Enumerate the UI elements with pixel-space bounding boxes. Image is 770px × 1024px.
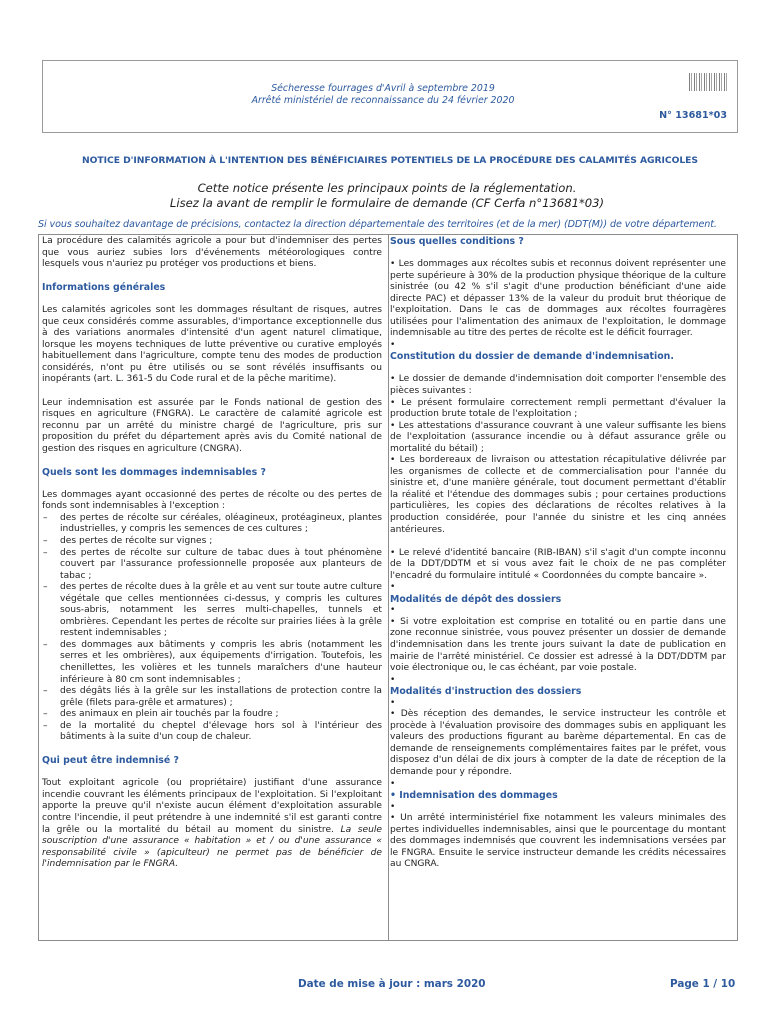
who-paragraph [42,778,382,870]
right-column [390,236,726,871]
left-column [42,236,382,871]
header-box [42,60,738,133]
dossier-paragraph-4: • Les bordereaux de livraison ou attestation récapitulative délivrée par les organismes de collecte et de commercialisation pour l'année du sinistre et, d'une manière générale, tout document permettant d'établir la réalité et l'étendue des dommages subis ; pour certaines productions particulières, les copies des déclarations de récoltes relatives à la production considérée, pour l'année du sinistre et les cinq années antérieures. [390,455,726,535]
dossier-paragraph-5: • Le relevé d'identité bancaire (RIB-IBAN) s'il s'agit d'un compte inconnu de la DDT/DDTM et si vous avez fait le choix de ne pas compléter l'encadré du formulaire intitulé « Coordonnées du compte bancaire ». [390,547,726,581]
footer-update-date: Date de mise à jour : mars 2020 [298,978,486,990]
who-text: Tout exploitant agricole (ou propriétaire) justifiant d'une assurance incendie couvrant les éléments principaux de l'exploitation. Si l'exploitant apporte la preuve qu'il n'existe aucun élément d'exploitation assurable contre l'incendie, il peut prétendre à une indemnité s'il est garanti contre la grêle ou la mortalité du bétail au moment du sinistre. [42,778,382,835]
bullet-marker: • [390,801,396,812]
intro-line1: Cette notice présente les principaux points de la réglementation. [197,181,577,195]
list-item: – des dommages aux bâtiments y compris les abris (notamment les serres et les ombrières), aux équipements d'irrigation. Toutefois, les chenillettes, les volières et les tunnels maraîchers d'une hauteur inférieure à 80 cm sont indemnisables ; [42,640,382,686]
intro [42,181,732,210]
heading-conditions: Sous quelles conditions ? [390,236,524,247]
column-divider [388,234,389,941]
list-item: – des pertes de récolte sur vignes ; [42,536,382,548]
heading-general-info: Informations générales [42,282,166,294]
list-item: – des pertes de récolte sur culture de tabac dues à tout phénomène couvert par l'assurance professionnelle proposée aux planteurs de tabac ; [42,548,382,583]
heading-dossier: Constitution du dossier de demande d'indemnisation. [390,351,674,363]
heading-instruction: Modalités d'instruction des dossiers [390,686,582,698]
notice-title: NOTICE D'INFORMATION À L'INTENTION DES BÉNÉFICIAIRES POTENTIELS DE LA PROCÉDURE DES CALAMITÉS AGRICOLES [82,155,698,166]
bullet-marker: • [390,697,396,708]
heading-who: Qui peut être indemnisé ? [42,755,179,767]
barcode-icon [689,73,727,91]
heading-depot: Modalités de dépôt des dossiers [390,593,562,605]
who-text-italic: La seule souscription d'une assurance « habitation » et / ou d'une assurance « responsabilité civile » (apiculteur) ne permet pas de bénéficier de l'indemnisation par le FNGRA. [42,824,382,870]
indemnisation-paragraph: • Un arrêté interministériel fixe notamment les valeurs minimales des pertes individuelles indemnisables, ainsi que le pourcentage du montant des dommages indemnisés que couvrent les indemnisations versées par le FNGRA. Ensuite le service instructeur demande les crédits nécessaires au CNGRA. [390,813,726,870]
general-paragraph-1: Les calamités agricoles sont les dommages résultant de risques, autres que ceux considérés comme assurables, d'importance exceptionnelle dus à des variations anormales d'intensité d'un agent naturel climatique, lorsque les moyens techniques de lutte préventive ou curative employés habituellement dans l'agriculture, compte tenu des modes de production considérés, n'ont pu être utilisés ou se sont révélés insuffisants ou inopérants (art. L. 361-5 du Code rural et de la pêche maritime). [42,305,382,385]
dossier-paragraph-1: • Le dossier de demande d'indemnisation doit comporter l'ensemble des pièces suivantes : [390,374,726,397]
list-item: – des dégâts liés à la grêle sur les installations de protection contre la grêle (filets para-grêle et armatures) ; [42,686,382,709]
damage-list [42,513,382,744]
header-title [233,83,533,106]
bullet-marker: • [390,339,396,350]
general-paragraph-2: Leur indemnisation est assurée par le Fonds national de gestion des risques en agriculture (FNGRA). Le caractère de calamité agricole est reconnu par un arrêté du ministre chargé de l'agriculture, pris sur proposition du préfet du département après avis du Comité national de gestion des risques en agriculture (CNGRA). [42,397,382,454]
footer-page-number: Page 1 / 10 [670,978,736,990]
conditions-paragraph: • Les dommages aux récoltes subis et reconnus doivent représenter une perte supérieure à 30% de la production physique théorique de la culture sinistrée (ou 42 % s'il s'agit d'une production bénéficiant d'une aide directe PAC) et dépasser 13% de la valeur du produit brut théorique de l'exploitation. Dans le cas de dommages aux récoltes fourragères utilisées pour l'alimentation des animaux de l'exploitation, le dommage indemnisable au titre des pertes de récolte est le déficit fourrager. [390,259,726,339]
header-title-line1: Sécheresse fourrages d'Avril à septembre 2019 [271,83,495,94]
dossier-paragraph-3: • Les attestations d'assurance couvrant à une valeur suffisante les biens de l'exploitation (assurance incendie ou à défaut assurance grêle ou mortalité du bétail) ; [390,420,726,454]
heading-damages: Quels sont les dommages indemnisables ? [42,466,266,478]
bullet-marker: • [390,778,396,789]
header-title-line2: Arrêté ministériel de reconnaissance du 24 février 2020 [251,94,515,106]
cerfa-number: N° 13681*03 [659,110,727,121]
bullet-marker: • [390,674,396,685]
damages-paragraph: Les dommages ayant occasionné des pertes de récolte ou des pertes de fonds sont indemnisables à l'exception : [42,489,382,512]
dossier-paragraph-2: • Le présent formulaire correctement rempli permettant d'évaluer la production brute totale de l'exploitation ; [390,397,726,420]
heading-indemnisation: • Indemnisation des dommages [390,790,558,802]
bullet-marker: • [390,582,396,593]
list-item: – des pertes de récolte dues à la grêle et au vent sur toute autre culture végétale que celles mentionnées ci-dessus, y compris les cultures sous-abris, notamment les serres multi-chapelles, tunnels et ombrières. Cependant les pertes de récolte sur prairies liées à la grêle restent indemnisables ; [42,582,382,640]
instruction-paragraph: • Dès réception des demandes, le service instructeur les contrôle et procède à l'évaluation provisoire des dommages subis en appliquant les valeurs des productions figurant au barème départemental. En cas de demande de renseignements complémentaires faites par le préfet, vous disposez d'un délai de dix jours à compter de la date de réception de la demande pour y répondre. [390,709,726,778]
list-item: – des animaux en plein air touchés par la foudre ; [42,709,382,721]
intro-paragraph: La procédure des calamités agricole a pour but d'indemniser des pertes que vous auriez subies lors d'événements météorologiques contre lesquels vous n'auriez pu protéger vos productions et biens. [42,236,382,270]
depot-paragraph: • Si votre exploitation est comprise en totalité ou en partie dans une zone reconnue sinistrée, vous pouvez présenter un dossier de demande d'indemnisation dans les trente jours suivant la date de publication en mairie de l'arrêté ministériel. Ce dossier est adressé à la DDT/DDTM par voie électronique ou, le cas échéant, par voie postale. [390,616,726,674]
bullet-marker: • [390,605,396,616]
list-item: – des pertes de récolte sur céréales, oléagineux, protéagineux, plantes industrielles, y compris les semences de ces cultures ; [42,513,382,536]
list-item: – de la mortalité du cheptel d'élevage hors sol à l'intérieur des bâtiments à la suite d'un coup de chaleur. [42,721,382,744]
intro-line2: Lisez la avant de remplir le formulaire de demande (CF Cerfa n°13681*03) [169,195,605,210]
contact-line: Si vous souhaitez davantage de précisions, contactez la direction départementale des territoires (et de la mer) (DDT(M)) de votre département. [38,219,717,230]
